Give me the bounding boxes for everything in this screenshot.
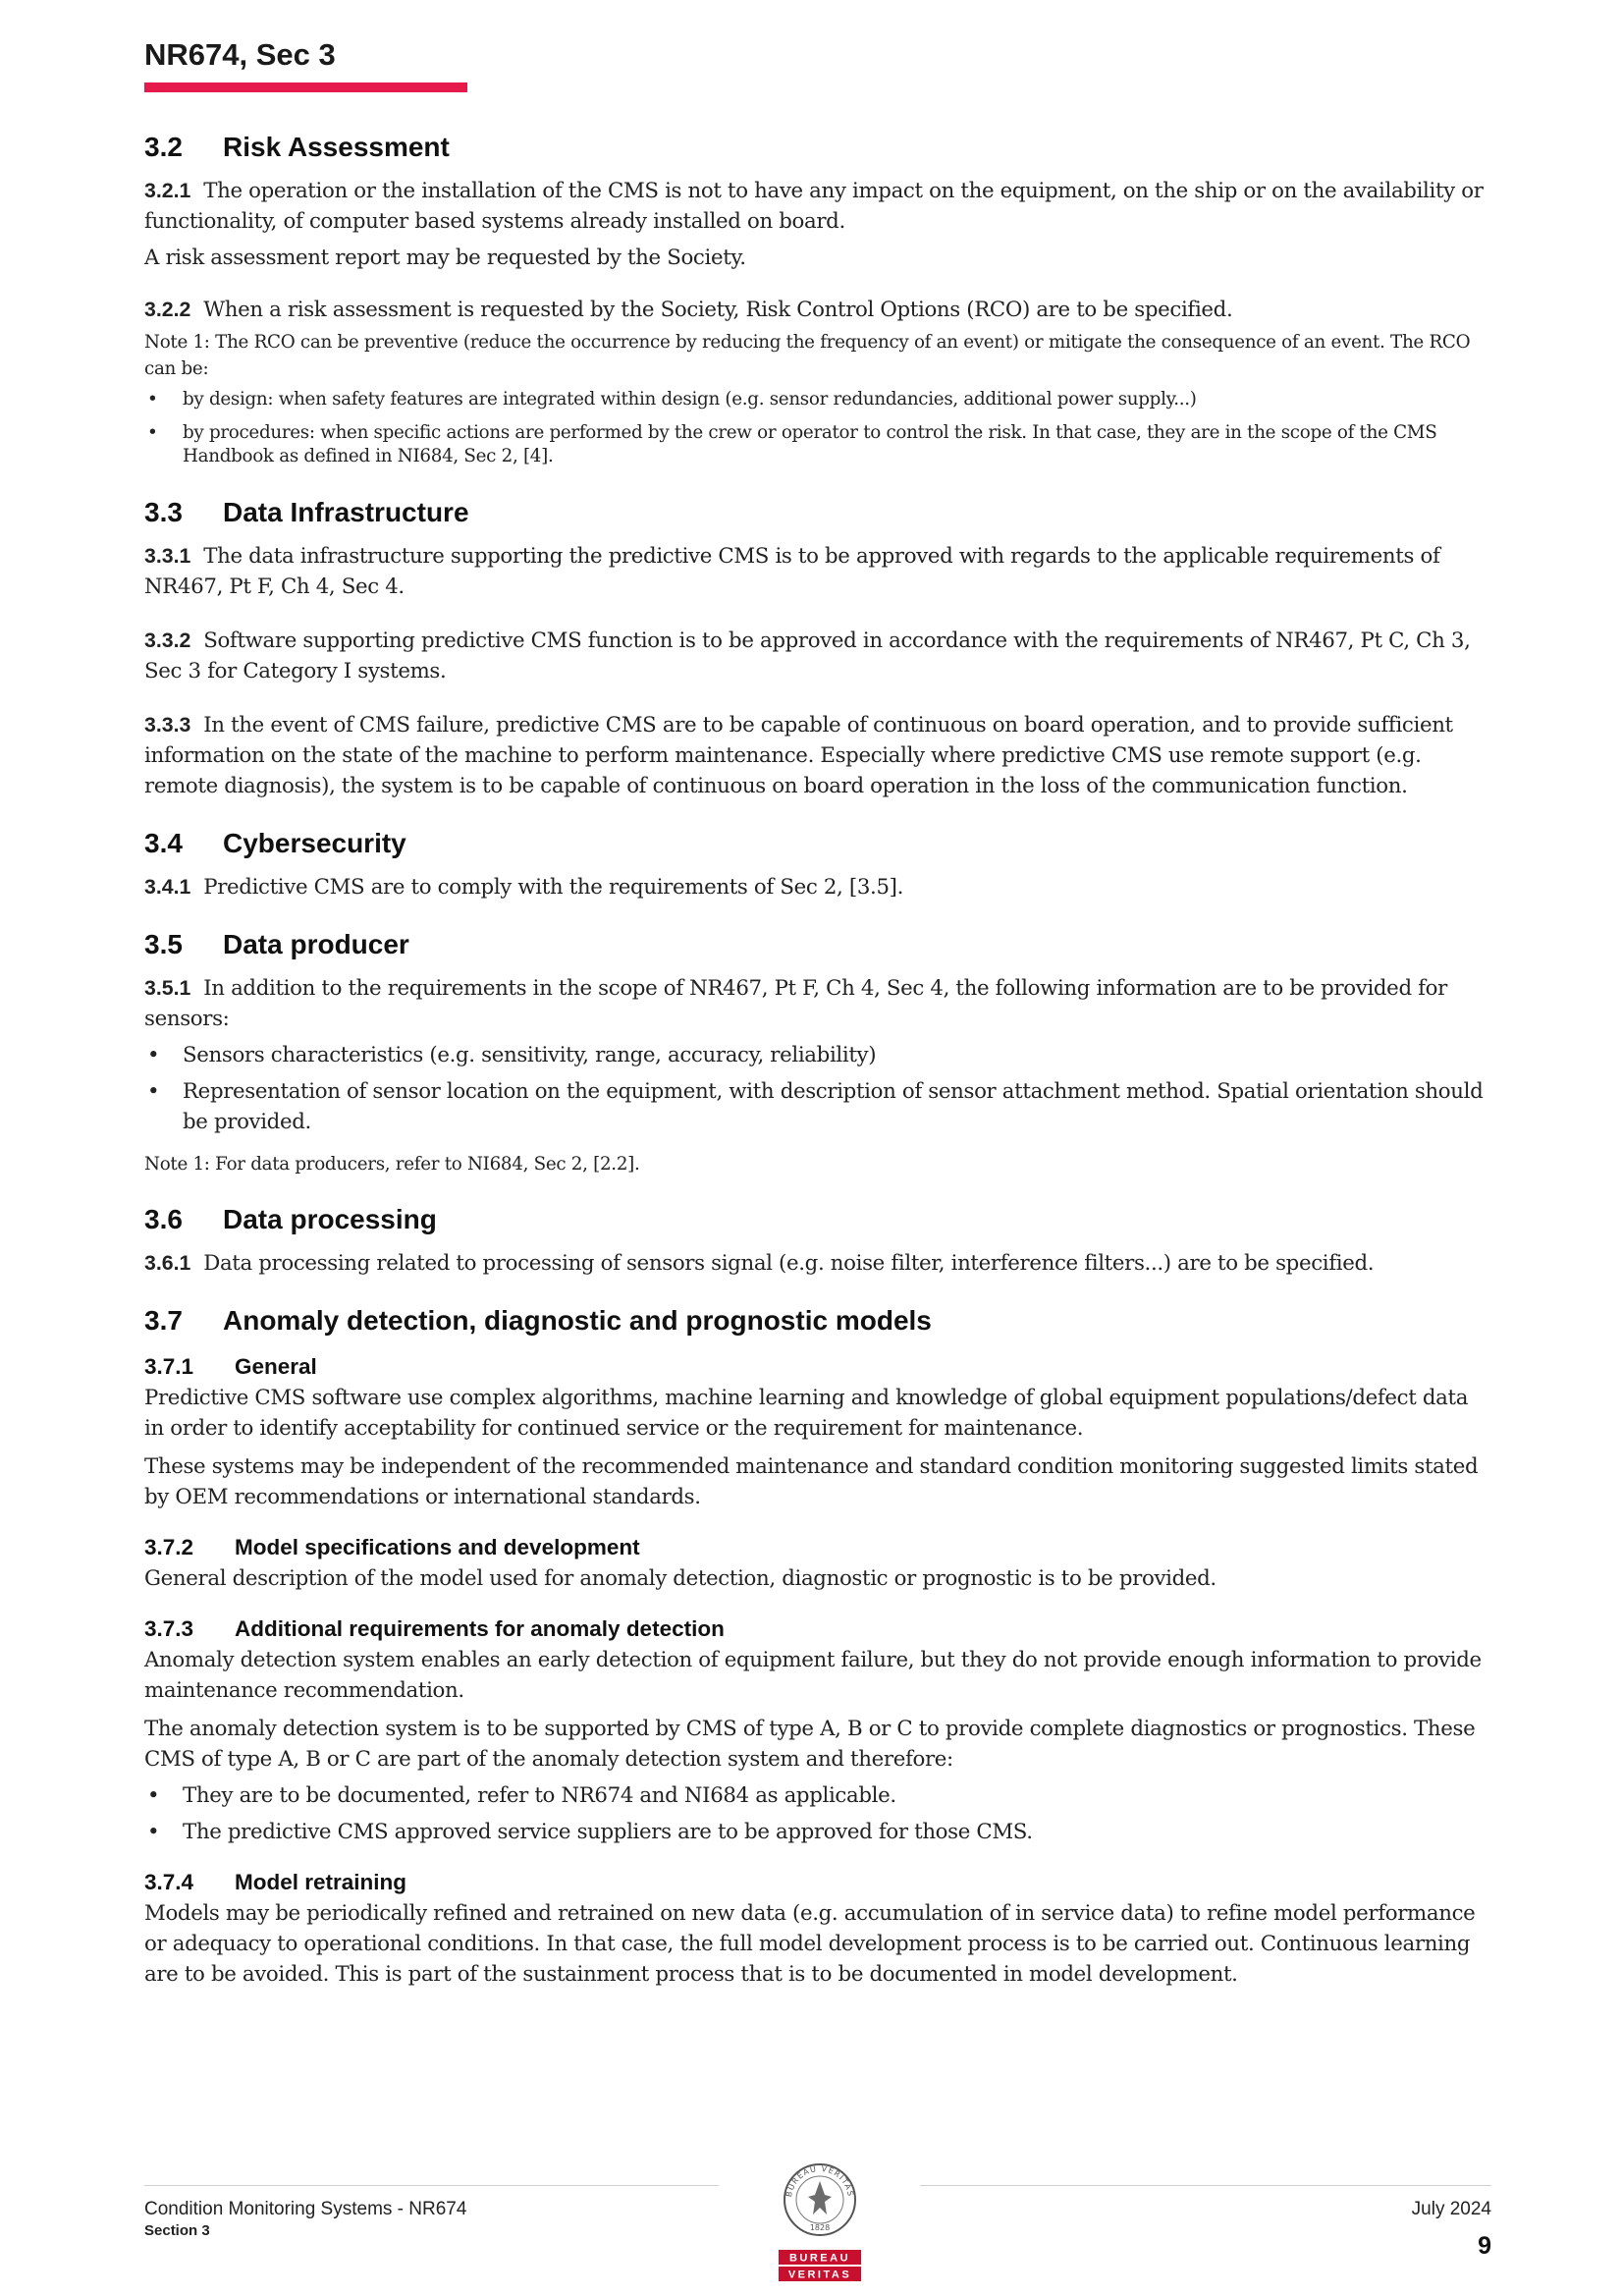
list-item: • by design: when safety features are integrated within design (e.g. sensor redundancies, additional power supply...) [147, 389, 1197, 410]
subsection-heading-3-7-2: 3.7.2 Model specifications and development [144, 1535, 640, 1559]
paragraph-3-7-1-a: Predictive CMS software use complex algorithms, machine learning and knowledge of global equipment populations/defect data in order to identify acceptability for continued service or the requirement for maintenance. [144, 1386, 1469, 1441]
svg-text:1828: 1828 [809, 2223, 831, 2232]
paragraph-3-7-3-a: Anomaly detection system enables an early detection of equipment failure, but they do not provide enough information to provide maintenance recommendation. [144, 1648, 1482, 1703]
section-heading-3-2: 3.2 Risk Assessment [144, 132, 450, 162]
paragraph-3-3-1: 3.3.1 The data infrastructure supporting the predictive CMS is to be approved with regards to the applicable requirements of NR467, Pt F, Ch 4, Sec 4. [144, 544, 1440, 599]
paragraph-3-2-1: 3.2.1 The operation or the installation of the CMS is not to have any impact on the equipment, on the ship or on the availability or functionality, of computer based systems already installed on board. [144, 179, 1484, 234]
section-heading-3-4: 3.4 Cybersecurity [144, 828, 406, 858]
subsection-heading-3-7-4: 3.7.4 Model retraining [144, 1870, 407, 1894]
list-item: • The predictive CMS approved service suppliers are to be approved for those CMS. [147, 1820, 1033, 1844]
section-heading-3-3: 3.3 Data Infrastructure [144, 497, 469, 527]
bullet-list-3-2-2 [144, 388, 1491, 468]
subsection-heading-3-7-3: 3.7.3 Additional requirements for anomaly detection [144, 1616, 725, 1641]
header-accent-bar [144, 82, 467, 92]
page-footer [144, 2156, 1491, 2293]
paragraph-3-3-2: 3.3.2 Software supporting predictive CMS function is to be approved in accordance with the requirements of NR467, Pt C, Ch 3, Sec 3 for Category I systems. [144, 629, 1471, 683]
paragraph-3-2-2: 3.2.2 When a risk assessment is requested by the Society, Risk Control Options (RCO) are to be specified. [144, 298, 1233, 322]
footer-section-label: Section 3 [144, 2222, 210, 2239]
paragraph-3-7-4: Models may be periodically refined and retrained on new data (e.g. accumulation of in service data) to refine model performance or adequacy to operational conditions. In that case, the full model development process is to be carried out. Continuous learning are to be avoided. This is part of the sustainment process that is to be documented in model development. [144, 1901, 1476, 1987]
bullet-list-3-5-1 [144, 1040, 1491, 1137]
bullet-list-3-7-3 [144, 1780, 1491, 1847]
list-item: • by procedures: when specific actions are performed by the crew or operator to control the risk. In that case, they are in the scope of the CMS Handbook as defined in NI684, Sec 2, [4]. [147, 422, 1437, 466]
note-3-5-1: Note 1: For data producers, refer to NI684, Sec 2, [2.2]. [144, 1154, 640, 1175]
note-3-2-2: Note 1: The RCO can be preventive (reduce the occurrence by reducing the frequency of an event) or mitigate the consequence of an event. The RCO can be: [144, 332, 1471, 379]
svg-text:BUREAU: BUREAU [788, 2252, 851, 2265]
running-header: NR674, Sec 3 [144, 37, 336, 72]
paragraph-3-2-1-b: A risk assessment report may be requested by the Society. [144, 246, 746, 270]
page-header [144, 35, 467, 92]
svg-text:BUREAU VERITAS: BUREAU VERITAS [784, 2163, 855, 2198]
paragraph-3-7-3-b: The anomaly detection system is to be supported by CMS of type A, B or C to provide complete diagnostics or prognostics. These CMS of type A, B or C are part of the anomaly detection system and therefore: [144, 1717, 1476, 1772]
footer-document-title: Condition Monitoring Systems - NR674 [144, 2199, 467, 2219]
paragraph-3-4-1: 3.4.1 Predictive CMS are to comply with the requirements of Sec 2, [3.5]. [144, 875, 904, 900]
subsection-heading-3-7-1: 3.7.1 General [144, 1354, 317, 1379]
footer-date: July 2024 [1411, 2199, 1491, 2219]
section-heading-3-5: 3.5 Data producer [144, 929, 409, 959]
footer-rule-left [144, 2185, 719, 2186]
section-heading-3-7: 3.7 Anomaly detection, diagnostic and prognostic models [144, 1305, 932, 1336]
svg-text:VERITAS: VERITAS [787, 2269, 852, 2281]
list-item: • Representation of sensor location on the equipment, with description of sensor attachment method. Spatial orientation should be provided. [147, 1079, 1484, 1134]
list-item: • Sensors characteristics (e.g. sensitivity, range, accuracy, reliability) [147, 1043, 877, 1067]
main-content [144, 127, 1491, 1990]
section-heading-3-6: 3.6 Data processing [144, 1204, 437, 1234]
bureau-veritas-logo [776, 2156, 864, 2288]
paragraph-3-6-1: 3.6.1 Data processing related to processing of sensors signal (e.g. noise filter, interference filters...) are to be specified. [144, 1251, 1375, 1276]
list-item: • They are to be documented, refer to NR674 and NI684 as applicable. [147, 1783, 896, 1808]
footer-rule-right [920, 2185, 1491, 2186]
paragraph-3-3-3: 3.3.3 In the event of CMS failure, predictive CMS are to be capable of continuous on board operation, and to provide sufficient information on the state of the machine to perform maintenance. Especially where predictive CMS use remote support (e.g. remote diagnosis), the system is to be capable of continuous on board operation in the loss of the communication function. [144, 713, 1453, 798]
paragraph-3-5-1: 3.5.1 In addition to the requirements in the scope of NR467, Pt F, Ch 4, Sec 4, the following information are to be provided for sensors: [144, 976, 1447, 1031]
paragraph-3-7-1-b: These systems may be independent of the recommended maintenance and standard condition monitoring suggested limits stated by OEM recommendations or international standards. [144, 1454, 1479, 1509]
paragraph-3-7-2: General description of the model used for anomaly detection, diagnostic or prognostic is to be provided. [144, 1566, 1216, 1591]
page-number: 9 [1478, 2232, 1491, 2260]
